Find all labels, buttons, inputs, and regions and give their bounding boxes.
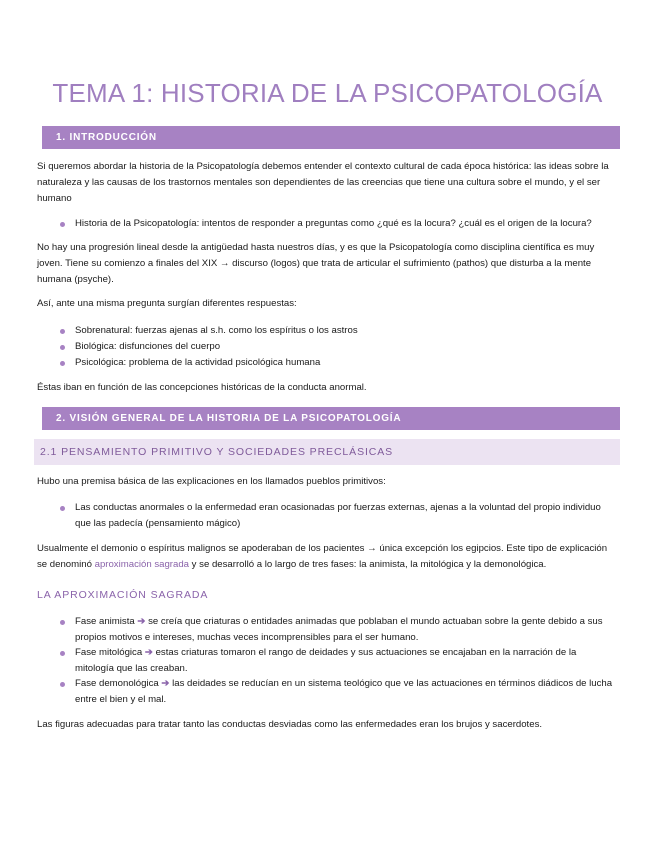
intro-paragraph-4: Éstas iban en función de las concepciones históricas de la conducta anormal. <box>37 382 367 393</box>
section2-paragraph-2: Usualmente el demonio o espíritus malignos se apoderaban de los pacientes → única excepción los egipcios. Este tipo de explicación se denominó aproximación sagrada y se desarrolló a lo largo de tres fases: la animista, la mitológica y la demonológica. <box>37 543 608 570</box>
intro-paragraph-2: No hay una progresión lineal desde la antigüedad hasta nuestros días, y es que la Psicopatología como disciplina científica es muy joven. Tiene su comienzo a finales del XIX → discurso (logos) que trata de articular el sufrimiento (pathos) que disturba a la mente humana (psyche). <box>37 242 595 285</box>
highlight-term: aproximación sagrada <box>94 559 190 570</box>
intro-paragraph-3: Así, ante una misma pregunta surgían diferentes respuestas: <box>37 298 297 309</box>
list-item: Historia de la Psicopatología: intentos de responder a preguntas como ¿qué es la locura? ¿cuál es el origen de la locura? <box>75 216 617 232</box>
section-heading-introduccion: 1. INTRODUCCIÓN <box>42 126 620 149</box>
list-item: Las conductas anormales o la enfermedad eran ocasionadas por fuerzas externas, ajenas a la voluntad del propio individuo que las padecía (pensamiento mágico) <box>75 500 617 532</box>
subheading-aproximacion-sagrada: LA APROXIMACIÓN SAGRADA <box>37 589 209 601</box>
arrow-icon: ➔ <box>144 647 153 658</box>
section2-paragraph-3: Las figuras adecuadas para tratar tanto las conductas desviadas como las enfermedades eran los brujos y sacerdotes. <box>37 719 543 730</box>
list-item: Psicológica: problema de la actividad psicológica humana <box>75 355 617 371</box>
list-item: Fase animista ➔ se creía que criaturas o entidades animadas que poblaban el mundo actuaban sobre la gente debido a sus propios motivos e intereses, muchas veces incomprensibles para el ser humano. <box>75 614 617 646</box>
list-item: Fase demonológica ➔ las deidades se reducían en un sistema teológico que ve las actuaciones en términos diádicos de lucha entre el bien y el mal. <box>75 676 617 708</box>
list-item: Fase mitológica ➔ estas criaturas tomaron el rango de deidades y sus actuaciones se encajaban en la narración de la mitología que las creaban. <box>75 645 617 677</box>
arrow-icon: ➔ <box>161 678 170 689</box>
arrow-icon: ➔ <box>137 616 146 627</box>
list-item: Biológica: disfunciones del cuerpo <box>75 339 617 355</box>
section2-paragraph-1: Hubo una premisa básica de las explicaciones en los llamados pueblos primitivos: <box>37 476 386 487</box>
section-heading-vision-general: 2. VISIÓN GENERAL DE LA HISTORIA DE LA PSICOPATOLOGÍA <box>42 407 620 430</box>
page-title: TEMA 1: HISTORIA DE LA PSICOPATOLOGÍA <box>52 78 603 108</box>
subsection-heading: 2.1 PENSAMIENTO PRIMITIVO Y SOCIEDADES PRECLÁSICAS <box>34 439 620 465</box>
intro-paragraph-1: Si queremos abordar la historia de la Psicopatología debemos entender el contexto cultural de cada época histórica: las ideas sobre la naturaleza y las causas de los trastornos mentales son dependientes de las creencias que tiene una cultura sobre el mundo, y el ser humano <box>37 161 609 204</box>
list-item: Sobrenatural: fuerzas ajenas al s.h. como los espíritus o los astros <box>75 323 617 339</box>
